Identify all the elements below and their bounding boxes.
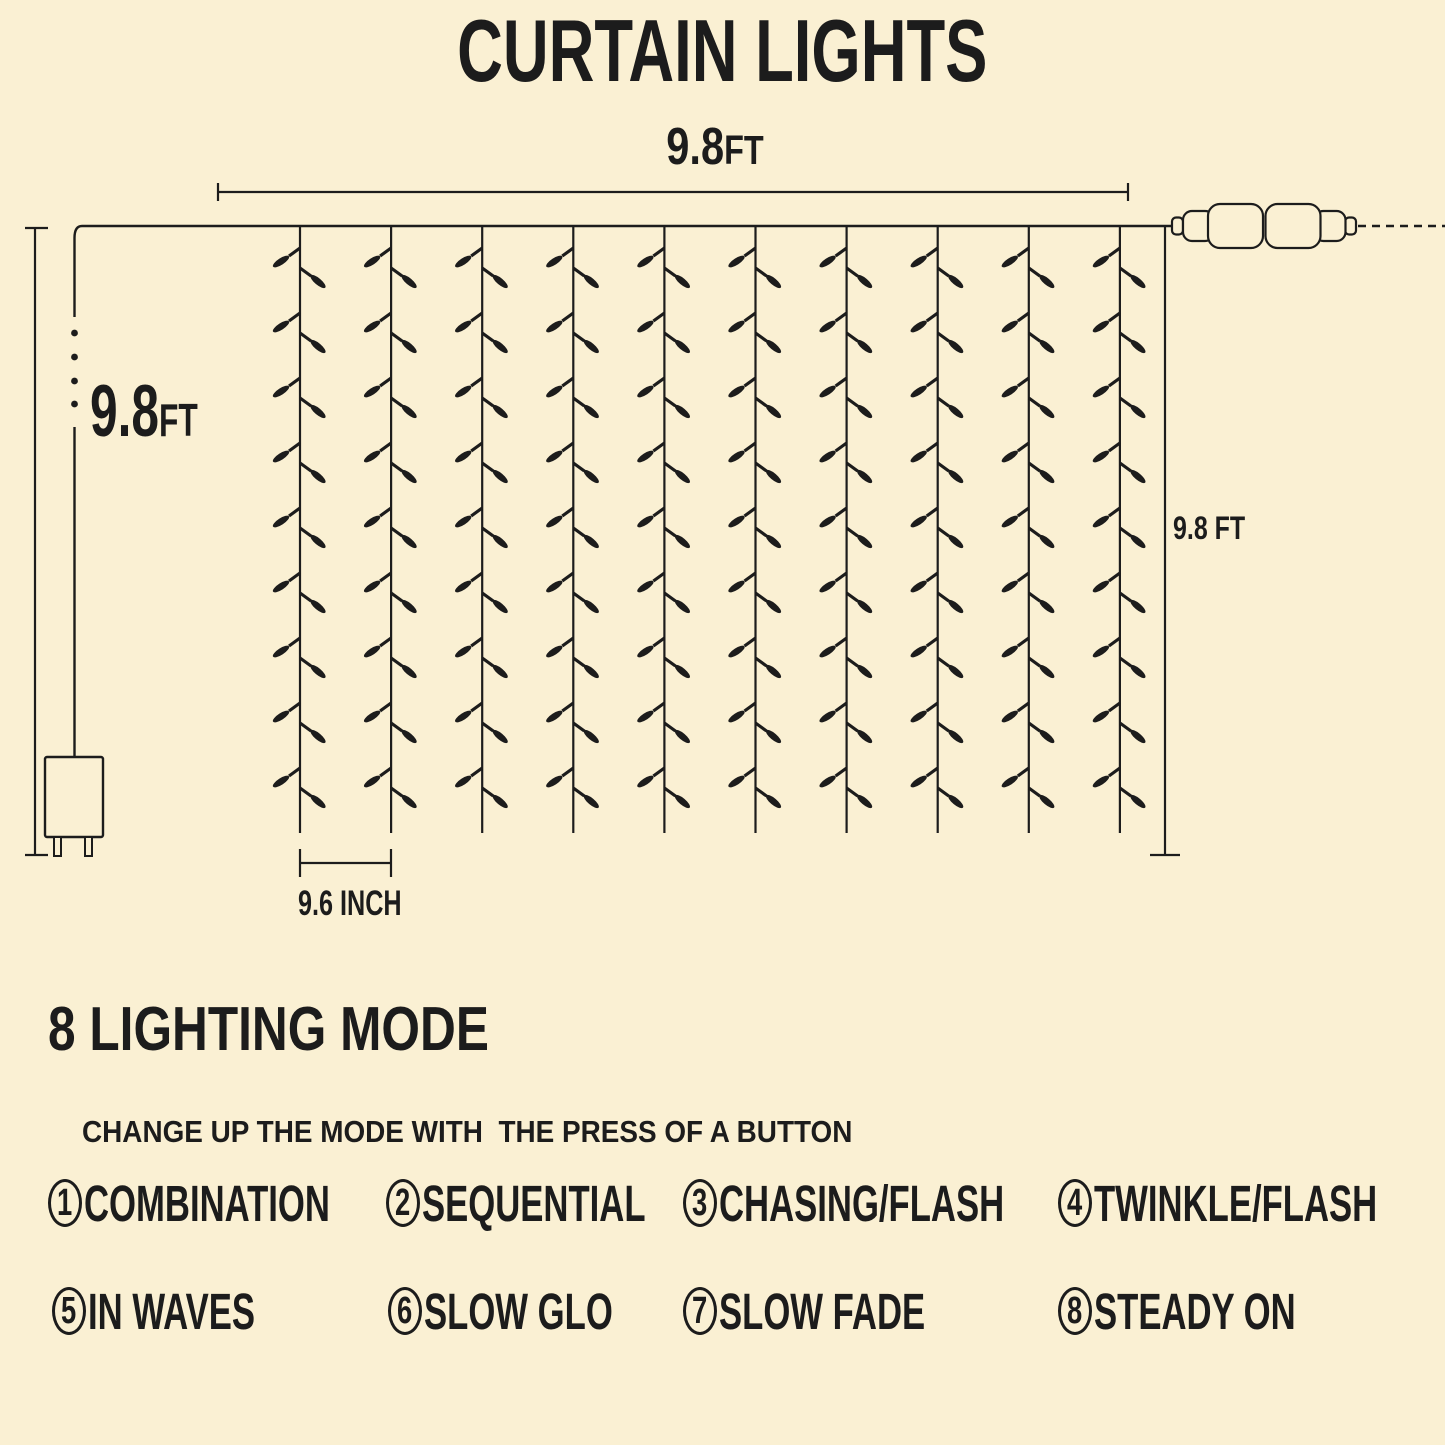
bulb-icon xyxy=(764,533,783,550)
bulb-icon xyxy=(1000,514,1020,530)
bulb-icon xyxy=(855,468,874,485)
bulb-icon xyxy=(453,449,473,465)
bulb-icon xyxy=(1129,273,1148,290)
bulb-icon xyxy=(453,644,473,660)
strand-spacing-measure xyxy=(300,849,391,877)
string-top-line xyxy=(75,226,1177,317)
bulb-icon xyxy=(1037,728,1056,745)
left-height-value: 9.8 xyxy=(90,371,160,452)
bulb-icon xyxy=(909,774,929,790)
bulb-icon xyxy=(400,663,419,680)
bulb-icon xyxy=(818,644,838,660)
bulb-icon xyxy=(545,384,565,400)
bulb-icon xyxy=(909,319,929,335)
bulb-icon xyxy=(271,319,291,335)
bulb-icon xyxy=(673,663,692,680)
bulb-icon xyxy=(946,338,965,355)
bulb-icon xyxy=(727,514,747,530)
bulb-icon xyxy=(855,663,874,680)
bulb-icon xyxy=(491,468,510,485)
bulb-icon xyxy=(818,709,838,725)
bulb-icon xyxy=(400,273,419,290)
bulb-icon xyxy=(764,663,783,680)
bulb-icon xyxy=(362,514,382,530)
power-cord xyxy=(71,330,78,757)
right-height-label: 9.8 FT xyxy=(1173,510,1246,546)
modes-subheading: CHANGE UP THE MODE WITH THE PRESS OF A BUTTON xyxy=(82,1114,853,1149)
bulb-icon xyxy=(909,514,929,530)
mode-item-7 xyxy=(683,1282,1022,1340)
bulb-icon xyxy=(491,663,510,680)
bulb-icon xyxy=(582,403,601,420)
bulb-icon xyxy=(1091,774,1111,790)
mode-number-badge: 2 xyxy=(386,1179,420,1227)
mode-number-badge: 6 xyxy=(388,1287,422,1335)
light-strand xyxy=(1000,227,1056,833)
bulb-icon xyxy=(727,449,747,465)
bulb-icon xyxy=(909,254,929,270)
bulb-icon xyxy=(946,273,965,290)
bulb-icon xyxy=(271,644,291,660)
bulb-icon xyxy=(453,709,473,725)
bulb-icon xyxy=(818,384,838,400)
bulb-icon xyxy=(362,709,382,725)
bulb-icon xyxy=(491,338,510,355)
bulb-icon xyxy=(636,644,656,660)
bulb-icon xyxy=(582,338,601,355)
bulb-icon xyxy=(636,709,656,725)
bulb-icon xyxy=(764,598,783,615)
bulb-icon xyxy=(491,403,510,420)
bulb-icon xyxy=(400,468,419,485)
bulb-icon xyxy=(673,468,692,485)
bulb-icon xyxy=(491,793,510,810)
bulb-icon xyxy=(946,663,965,680)
bulb-icon xyxy=(764,468,783,485)
bulb-icon xyxy=(362,254,382,270)
bulb-icon xyxy=(673,598,692,615)
bulb-icon xyxy=(909,644,929,660)
bulb-icon xyxy=(673,533,692,550)
mode-label: CHASING/FLASH xyxy=(719,1174,1005,1232)
bulb-icon xyxy=(946,468,965,485)
mode-item-8 xyxy=(1058,1282,1391,1340)
bulb-icon xyxy=(855,793,874,810)
mode-number-badge: 3 xyxy=(683,1179,717,1227)
bulb-icon xyxy=(1129,728,1148,745)
mode-item-5 xyxy=(52,1282,334,1340)
bulb-icon xyxy=(855,338,874,355)
bulb-icon xyxy=(1000,644,1020,660)
bulb-icon xyxy=(582,728,601,745)
bulb-icon xyxy=(636,384,656,400)
bulb-icon xyxy=(271,774,291,790)
bulb-icon xyxy=(636,449,656,465)
bulb-icon xyxy=(453,514,473,530)
bulb-icon xyxy=(1091,709,1111,725)
mode-item-4 xyxy=(1058,1174,1445,1232)
bulb-icon xyxy=(946,728,965,745)
bulb-icon xyxy=(1091,449,1111,465)
bulb-icon xyxy=(818,579,838,595)
bulb-icon xyxy=(271,449,291,465)
bulb-icon xyxy=(582,793,601,810)
bulb-icon xyxy=(1000,319,1020,335)
bulb-icon xyxy=(1000,774,1020,790)
bulb-icon xyxy=(673,728,692,745)
left-height-unit: FT xyxy=(159,394,198,446)
mode-label: IN WAVES xyxy=(88,1282,256,1340)
bulb-icon xyxy=(400,598,419,615)
bulb-icon xyxy=(673,338,692,355)
bulb-icon xyxy=(491,533,510,550)
bulb-icon xyxy=(946,403,965,420)
bulb-icon xyxy=(855,728,874,745)
bulb-icon xyxy=(636,319,656,335)
bulb-icon xyxy=(453,774,473,790)
bulb-icon xyxy=(818,774,838,790)
bulb-icon xyxy=(764,338,783,355)
bulb-icon xyxy=(309,403,328,420)
bulb-icon xyxy=(636,514,656,530)
light-strand xyxy=(636,227,692,833)
bulb-icon xyxy=(491,598,510,615)
left-height-label xyxy=(90,371,249,452)
top-width-unit: FT xyxy=(724,127,764,173)
bulb-icon xyxy=(1037,533,1056,550)
bulb-icon xyxy=(309,663,328,680)
bulb-icon xyxy=(309,793,328,810)
mode-number-badge: 4 xyxy=(1058,1179,1092,1227)
bulb-icon xyxy=(453,254,473,270)
bulb-icon xyxy=(764,273,783,290)
bulb-icon xyxy=(545,709,565,725)
mode-number-badge: 1 xyxy=(48,1179,82,1227)
bulb-icon xyxy=(1091,579,1111,595)
bulb-icon xyxy=(636,254,656,270)
bulb-icon xyxy=(362,384,382,400)
bulb-icon xyxy=(909,709,929,725)
bulb-icon xyxy=(400,403,419,420)
bulb-icon xyxy=(1037,598,1056,615)
mode-label: SLOW FADE xyxy=(719,1282,926,1340)
bulb-icon xyxy=(636,579,656,595)
bulb-icon xyxy=(636,774,656,790)
bulb-icon xyxy=(362,774,382,790)
bulb-icon xyxy=(946,598,965,615)
mode-number-badge: 7 xyxy=(683,1287,717,1335)
bulb-icon xyxy=(309,273,328,290)
bulb-icon xyxy=(909,449,929,465)
bulb-icon xyxy=(545,254,565,270)
bulb-icon xyxy=(400,793,419,810)
bulb-icon xyxy=(764,793,783,810)
bulb-icon xyxy=(271,254,291,270)
bulb-icon xyxy=(1129,598,1148,615)
bulb-icon xyxy=(1000,384,1020,400)
mode-number-badge: 8 xyxy=(1058,1287,1092,1335)
light-strand xyxy=(453,227,509,833)
light-strand xyxy=(909,227,965,833)
bulb-icon xyxy=(673,793,692,810)
bulb-icon xyxy=(946,533,965,550)
page-title xyxy=(0,1,1445,100)
bulb-icon xyxy=(271,709,291,725)
bulb-icon xyxy=(545,319,565,335)
bulb-icon xyxy=(818,254,838,270)
bulb-icon xyxy=(818,449,838,465)
bulb-icon xyxy=(1037,663,1056,680)
bulb-icon xyxy=(727,644,747,660)
bulb-icon xyxy=(818,514,838,530)
bulb-icon xyxy=(1000,254,1020,270)
connector-pair-icon xyxy=(1172,204,1445,248)
bulb-icon xyxy=(1037,273,1056,290)
bulb-icon xyxy=(1129,468,1148,485)
bulb-icon xyxy=(673,403,692,420)
bulb-icon xyxy=(855,273,874,290)
light-strand xyxy=(818,227,874,833)
page-title-text: CURTAIN LIGHTS xyxy=(457,1,988,100)
bulb-icon xyxy=(946,793,965,810)
bulb-icon xyxy=(909,384,929,400)
bulb-icon xyxy=(491,728,510,745)
bulb-icon xyxy=(1000,709,1020,725)
bulb-icon xyxy=(1037,403,1056,420)
bulb-icon xyxy=(362,319,382,335)
bulb-icon xyxy=(1129,793,1148,810)
bulb-icon xyxy=(545,774,565,790)
modes-heading: 8 LIGHTING MODE xyxy=(48,995,489,1064)
bulb-icon xyxy=(309,468,328,485)
power-adapter-icon xyxy=(45,757,103,856)
bulb-icon xyxy=(453,579,473,595)
mode-label: TWINKLE/FLASH xyxy=(1094,1174,1378,1232)
bulb-icon xyxy=(545,579,565,595)
bulb-icon xyxy=(1129,533,1148,550)
light-strand xyxy=(271,227,327,833)
bulb-icon xyxy=(855,403,874,420)
bulb-icon xyxy=(582,533,601,550)
bulb-icon xyxy=(764,403,783,420)
bulb-icon xyxy=(727,384,747,400)
bulb-icon xyxy=(400,728,419,745)
bulb-icon xyxy=(362,579,382,595)
mode-label: SEQUENTIAL xyxy=(422,1174,646,1232)
bulb-icon xyxy=(545,644,565,660)
bulb-icon xyxy=(1129,338,1148,355)
bulb-icon xyxy=(1000,579,1020,595)
bulb-icon xyxy=(673,273,692,290)
strand-spacing-label: 9.6 INCH xyxy=(298,884,402,923)
bulb-icon xyxy=(727,579,747,595)
bulb-icon xyxy=(582,598,601,615)
bulb-icon xyxy=(1037,793,1056,810)
bulb-icon xyxy=(400,533,419,550)
light-strand xyxy=(727,227,783,833)
bulb-icon xyxy=(309,338,328,355)
light-strand xyxy=(362,227,418,833)
bulb-icon xyxy=(545,449,565,465)
bulb-icon xyxy=(855,598,874,615)
bulb-icon xyxy=(909,579,929,595)
bulb-icon xyxy=(582,663,601,680)
bulb-icon xyxy=(1037,338,1056,355)
top-width-label xyxy=(666,118,837,176)
bulb-icon xyxy=(727,774,747,790)
bulb-icon xyxy=(1091,254,1111,270)
top-width-value: 9.8 xyxy=(666,118,725,176)
bulb-icon xyxy=(1091,384,1111,400)
mode-item-6 xyxy=(388,1282,702,1340)
bulb-icon xyxy=(491,273,510,290)
mode-number-badge: 5 xyxy=(52,1287,86,1335)
bulb-icon xyxy=(582,273,601,290)
bulb-icon xyxy=(453,384,473,400)
bulb-icon xyxy=(400,338,419,355)
bulb-icon xyxy=(764,728,783,745)
bulb-icon xyxy=(1091,319,1111,335)
bulb-icon xyxy=(1091,644,1111,660)
bulb-icon xyxy=(1091,514,1111,530)
bulb-icon xyxy=(727,709,747,725)
top-width-measure xyxy=(218,183,1128,201)
bulb-icon xyxy=(1037,468,1056,485)
bulb-icon xyxy=(1129,403,1148,420)
bulb-icon xyxy=(271,579,291,595)
bulb-icon xyxy=(727,254,747,270)
bulb-icon xyxy=(362,449,382,465)
mode-label: STEADY ON xyxy=(1094,1282,1296,1340)
bulb-icon xyxy=(271,384,291,400)
bulb-icon xyxy=(271,514,291,530)
bulb-icon xyxy=(309,728,328,745)
bulb-icon xyxy=(1129,663,1148,680)
bulb-icon xyxy=(309,533,328,550)
bulb-icon xyxy=(582,468,601,485)
bulb-icon xyxy=(309,598,328,615)
bulb-icon xyxy=(727,319,747,335)
bulb-icon xyxy=(545,514,565,530)
mode-label: COMBINATION xyxy=(84,1174,330,1232)
light-strand xyxy=(1091,227,1147,833)
bulb-icon xyxy=(855,533,874,550)
bulb-icon xyxy=(362,644,382,660)
bulb-icon xyxy=(1000,449,1020,465)
bulb-icon xyxy=(818,319,838,335)
light-strand xyxy=(545,227,601,833)
mode-label: SLOW GLO xyxy=(424,1282,613,1340)
bulb-icon xyxy=(453,319,473,335)
